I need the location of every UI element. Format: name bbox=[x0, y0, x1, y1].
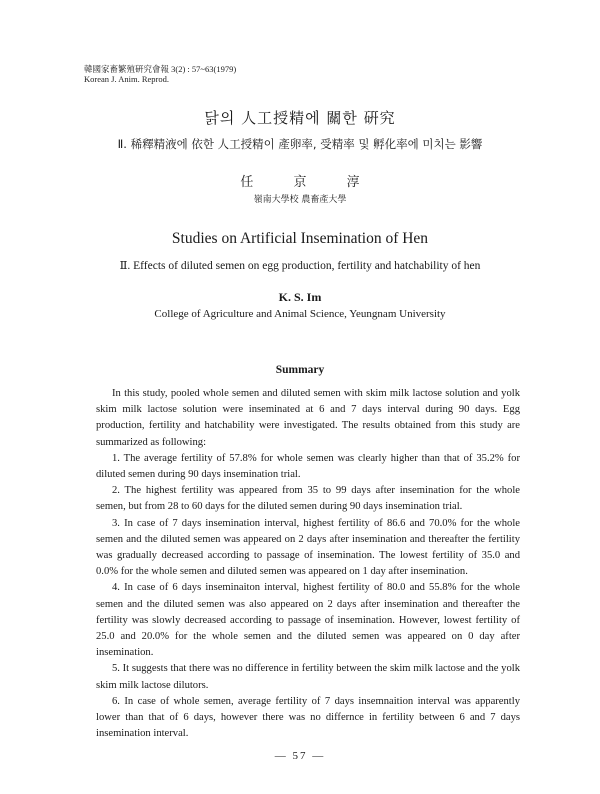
korean-author: 任 京 淳 bbox=[240, 175, 378, 190]
summary-paragraph: 3. In case of 7 days insemination interval, highest fertility of 86.6 and 70.0% for the whole semen and the diluted semen was appeared on 2 days after insemination and thereafter the fertility was gradually decreased according to passage of insemination. The lowest fertility of 35.0 and 0.0% for the whole semen and diluted semen was appeared on 1 day after insemination. bbox=[96, 517, 520, 578]
summary-body bbox=[96, 386, 520, 742]
summary-paragraph: 1. The average fertility of 57.8% for whole semen was clearly higher than that of 35.2% for diluted semen during 90 days insemination trial. bbox=[96, 452, 520, 481]
english-subtitle: Ⅱ. Effects of diluted semen on egg production, fertility and hatchability of hen bbox=[119, 260, 481, 272]
english-title: Studies on Artificial Insemination of Hen bbox=[171, 230, 429, 247]
english-affiliation: College of Agriculture and Animal Science, Yeungnam University bbox=[154, 308, 446, 320]
summary-paragraph: 5. It suggests that there was no difference in fertility between the skim milk lactose and the yolk skim milk lactose dilutors. bbox=[96, 663, 520, 691]
korean-subtitle: Ⅱ. 稀釋精液에 依한 人工授精이 產卵率, 受精率 및 孵化率에 미치는 影響 bbox=[117, 137, 483, 151]
korean-title: 닭의 人工授精에 關한 硏究 bbox=[204, 109, 396, 127]
korean-affiliation: 嶺南大學校 農畜產大學 bbox=[253, 195, 347, 205]
journal-citation bbox=[84, 64, 236, 84]
journal-citation-korean: 韓國家畜繁殖硏究會報 3(2) : 57~63(1979) bbox=[84, 64, 237, 74]
english-author: K. S. Im bbox=[278, 290, 322, 304]
summary-heading: Summary bbox=[275, 364, 325, 376]
page-number: — 57 — bbox=[274, 750, 326, 762]
summary-paragraph: 4. In case of 6 days inseminaiton interval, highest fertility of 80.0 and 55.8% for the whole semen and the diluted semen was also appeared on 2 days after insemination and thereafter the fertility was slowly decreased according to passage of insemination. However, lowest fertility of 25.0 and 20.0% for the whole semen and the diluted semen was appeared on 0 day after insemination. bbox=[96, 582, 520, 659]
summary-paragraph: 2. The highest fertility was appeared from 35 to 99 days after insemination for the whole semen, but from 28 to 60 days for the diluted semen during 90 days insemination trial. bbox=[96, 485, 520, 513]
summary-paragraph: In this study, pooled whole semen and diluted semen with skim milk lactose solution and yolk skim milk lactose solution were inseminated at 6 and 7 days interval during 90 days. Egg production, fertility and hatchability were investigated. The results obtained from this study are summarized as following: bbox=[96, 388, 520, 448]
summary-paragraph: 6. In case of whole semen, average fertility of 7 days insemnaition interval was apparently lower than that of 6 days, however there was no differnce in fertility between 6 and 7 days insemination interval. bbox=[96, 695, 520, 740]
journal-citation-english: Korean J. Anim. Reprod. bbox=[84, 74, 169, 84]
